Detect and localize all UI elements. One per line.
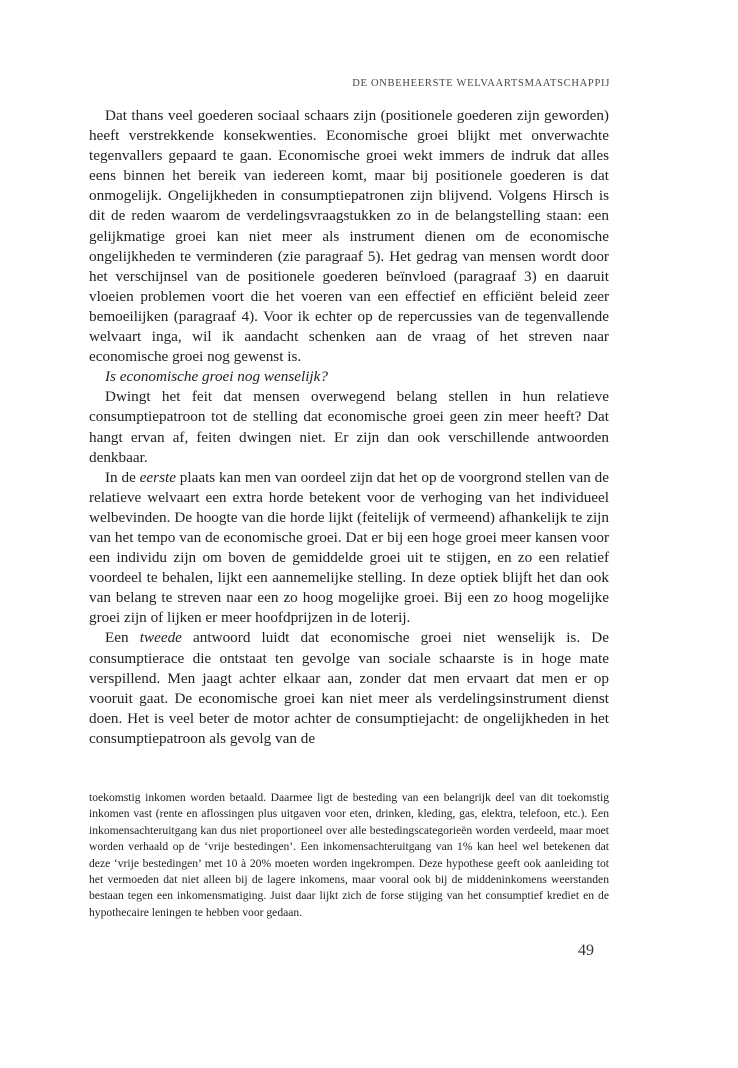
body-text — [89, 106, 609, 749]
paragraph-3-start: In de — [105, 468, 140, 486]
paragraph-1: Dat thans veel goederen sociaal schaars zijn (positionele goederen zijn geworden) heeft verstrekkende konsekwenties. Economische groei blijkt met onverwachte tegenvallers gepaard te gaan. Economische groei wekt immers de indruk dat alles eens binnen het bereik van iedereen komt, maar bij positionele goederen is dat onmogelijk. Ongelijkheden in consumptiepatronen zijn blijvend. Volgens Hirsch is dit de reden waarom de verdelingsvraagstukken zo in de belangstelling staan: een gelijkmatige groei kan niet meer als instrument dienen om de economische ongelijkheden te verminderen (zie paragraaf 5). Het gedrag van mensen wordt door het verschijnsel van de positionele goederen beïnvloed (paragraaf 3) en daaruit vloeien problemen voort die het voeren van een effectief en efficiënt beleid zeer bemoeilijken (paragraaf 4). Voor ik echter op de repercussies van de tegenvallende welvaart inga, wil ik aandacht schenken aan de vraag of het streven naar economische groei nog gewenst is. — [89, 107, 609, 366]
footnote: toekomstig inkomen worden betaald. Daarmee ligt de besteding van een belangrijk deel van dit toekomstig inkomen vast (rente en aflossingen plus uitgaven voor eten, drinken, kleding, gas, elektra, telefoon, etc.). Een inkomensachteruitgang kan dus niet proportioneel over alle bestedingscategorieën worden verdeeld, maar moet worden verhaald op de ‘vrije bestedingen’. Een inkomensachteruitgang van 1% kan heel wel betekenen dat deze ‘vrije bestedingen’ met 10 à 20% moeten worden ingekrompen. Deze hypothese geeft ook aanleiding tot het vermoeden dat niet alleen bij de lagere inkomens, maar vooral ook bij de middeninkomens weerstanden bestaan tegen een inkomensmatiging. Juist daar lijkt zich de forse stijging van het consumptief krediet en de hypothecaire leningen te hebben voor gedaan. — [89, 791, 609, 919]
paragraph-4 — [89, 628, 609, 749]
paragraph-4-emphasis: tweede — [139, 629, 182, 647]
running-head: DE ONBEHEERSTE WELVAARTSMAATSCHAPPIJ — [352, 78, 610, 89]
page-number: 49 — [578, 942, 594, 959]
paragraph-3 — [89, 468, 609, 629]
section-heading: Is economische groei nog wenselijk? — [105, 368, 328, 386]
paragraph-4-start: Een — [105, 629, 140, 647]
paragraph-3-emphasis: eerste — [139, 468, 176, 486]
paragraph-4-rest: antwoord luidt dat economische groei niet wenselijk is. De consumptierace die ontstaat ten gevolge van sociale schaarste is in hoge mate verspillend. Men jaagt achter elkaar aan, zonder dat men ervaart dat men er op vooruit gaat. De economische groei kan niet meer als verdelingsinstrument dienst doen. Het is veel beter de motor achter de consumptiejacht: de ongelijkheden in het consumptiepatroon als gevolg van de — [89, 629, 609, 747]
paragraph-2: Dwingt het feit dat mensen overwegend belang stellen in hun relatieve consumptiepatroon tot de stelling dat economische groei geen zin meer heeft? Dat hangt ervan af, feiten dwingen niet. Er zijn dan ook verschillende antwoorden denkbaar. — [89, 388, 609, 466]
paragraph-3-rest: plaats kan men van oordeel zijn dat het op de voorgrond stellen van de relatieve welvaart een extra horde betekent voor de verhoging van het individueel welbevinden. De hoogte van die horde lijkt (feitelijk of vermeend) afhankelijk te zijn van het tempo van de economische groei. Dat er bij een hoge groei meer kansen voor een individu zijn om boven de gemiddelde groei uit te stijgen, en zo een relatief voordeel te behalen, lijkt een aannemelijke stelling. In deze optiek blijft het dan ook van belang te streven naar een zo hoog mogelijke groei. Bij een zo hoog mogelijke groei zijn of lijken er meer hoofdprijzen in de loterij. — [89, 468, 609, 627]
